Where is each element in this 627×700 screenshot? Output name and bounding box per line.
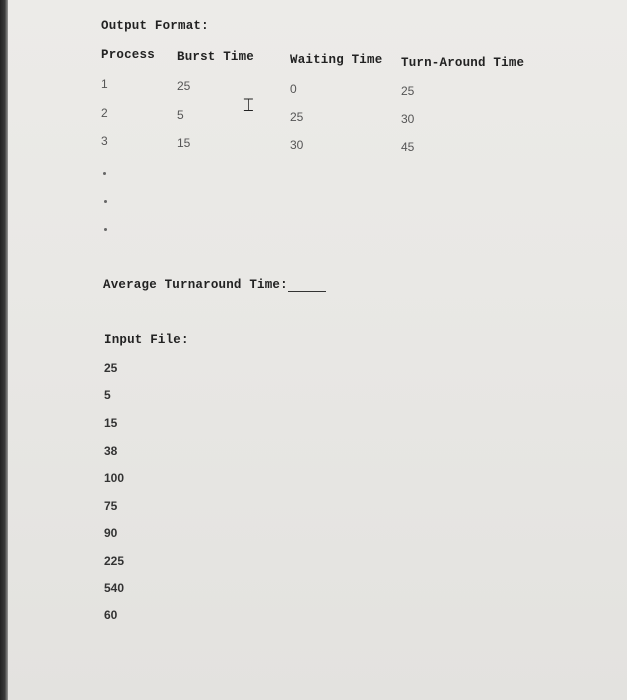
input-value: 38 bbox=[104, 444, 118, 458]
header-waiting-time: Waiting Time bbox=[290, 53, 383, 67]
row1-process: 1 bbox=[101, 77, 108, 91]
row3-turnaround: 45 bbox=[401, 140, 415, 154]
row3-burst: 15 bbox=[177, 136, 191, 150]
continuation-dot bbox=[104, 200, 107, 203]
input-value: 100 bbox=[104, 471, 125, 485]
input-value: 75 bbox=[104, 499, 118, 513]
input-value: 540 bbox=[104, 581, 125, 595]
row2-waiting: 25 bbox=[290, 110, 304, 124]
left-edge bbox=[0, 0, 8, 700]
input-value: 60 bbox=[104, 608, 118, 622]
input-file-heading: Input File: bbox=[104, 333, 189, 347]
average-turnaround-label: Average Turnaround Time: bbox=[103, 278, 288, 292]
header-burst-time: Burst Time bbox=[177, 50, 255, 64]
header-turnaround-time: Turn-Around Time bbox=[401, 56, 525, 70]
text-cursor-icon: ⌶ bbox=[243, 95, 254, 116]
input-value: 225 bbox=[104, 554, 125, 568]
row1-burst: 25 bbox=[177, 79, 191, 93]
row2-turnaround: 30 bbox=[401, 112, 415, 126]
row2-process: 2 bbox=[101, 106, 108, 120]
average-turnaround-blank bbox=[288, 291, 326, 292]
input-value: 90 bbox=[104, 526, 118, 540]
output-format-heading: Output Format: bbox=[101, 19, 209, 33]
row1-turnaround: 25 bbox=[401, 84, 415, 98]
input-value: 25 bbox=[104, 361, 118, 375]
input-value: 5 bbox=[104, 388, 111, 402]
continuation-dot bbox=[103, 172, 106, 175]
header-process: Process bbox=[101, 48, 155, 62]
row1-waiting: 0 bbox=[290, 82, 297, 96]
row2-burst: 5 bbox=[177, 108, 184, 122]
row3-process: 3 bbox=[101, 134, 108, 148]
continuation-dot bbox=[104, 228, 107, 231]
row3-waiting: 30 bbox=[290, 138, 304, 152]
input-value: 15 bbox=[104, 416, 118, 430]
